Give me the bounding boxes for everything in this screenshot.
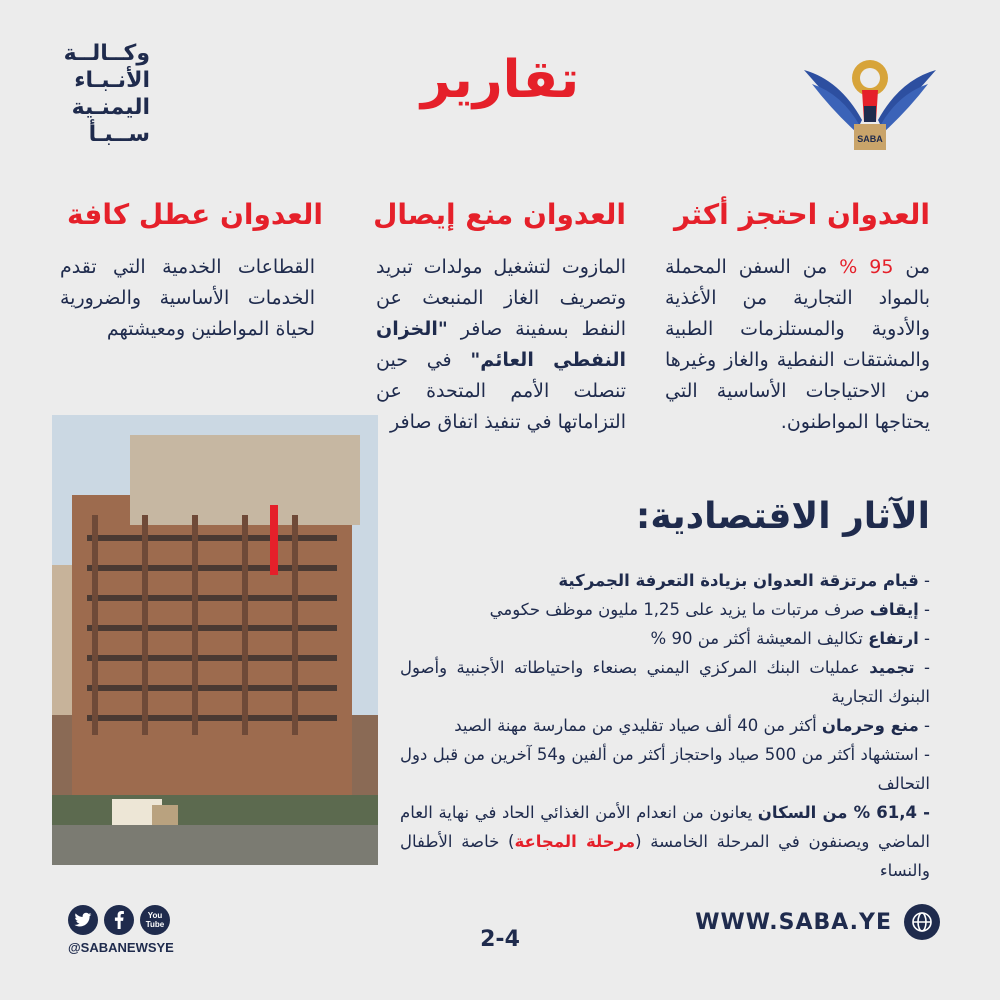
column-body-detained: [665, 252, 930, 438]
item-text: تكاليف المعيشة أكثر من 90 %: [650, 629, 869, 648]
effects-list: [400, 566, 930, 885]
website-url[interactable]: WWW.SABA.YE: [695, 909, 892, 935]
list-item: - تجميد عمليات البنك المركزي اليمني بصنعاء واحتياطاته الأجنبية وأصول البنوك التجارية: [400, 658, 930, 706]
item-text: عمليات البنك المركزي اليمني بصنعاء واحتياطاته الأجنبية وأصول البنوك التجارية: [400, 658, 930, 706]
item-bold: تجميد: [869, 658, 915, 677]
famine-stage-highlight: مرحلة المجاعة: [514, 832, 636, 851]
list-item: - إيقاف صرف مرتبات ما يزيد على 1,25 مليون موظف حكومي: [489, 600, 930, 619]
central-bank-building-photo: [52, 415, 378, 865]
agency-name: [40, 40, 150, 148]
column-body-prevented: [376, 252, 626, 438]
body-text: من: [905, 256, 931, 278]
item-bold: 61,4 % من السكان: [757, 803, 918, 822]
item-text: ) خاصة الأطفال والنساء: [400, 832, 930, 880]
list-item: - 61,4 % من السكان يعانون من انعدام الأمن الغذائي الحاد في نهاية العام الماضي ويصنفون في المرحلة الخامسة (مرحلة المجاعة) خاصة الأطفال والنساء: [400, 803, 930, 880]
item-bold: إيقاف: [869, 600, 919, 619]
logo-text: SABA: [857, 134, 883, 144]
list-item: - ارتفاع تكاليف المعيشة أكثر من 90 %: [650, 629, 930, 648]
item-text: أكثر من 40 ألف صياد تقليدي من ممارسة مهنة الصيد: [454, 716, 822, 735]
column-heading-prevented: العدوان منع إيصال: [373, 198, 626, 231]
youtube-label: You: [147, 911, 163, 920]
twitter-icon[interactable]: [68, 905, 98, 935]
agency-line: الأنـبـاء: [74, 68, 150, 93]
item-text: صرف مرتبات ما يزيد على 1,25 مليون موظف حكومي: [489, 600, 870, 619]
youtube-icon[interactable]: [140, 905, 170, 935]
item-bold: ارتفاع: [868, 629, 919, 648]
effects-title: الآثار الاقتصادية:: [635, 496, 930, 537]
list-item: - استشهاد أكثر من 500 صياد واحتجاز أكثر من ألفين و54 آخرين من قبل دول التحالف: [400, 745, 930, 793]
item-text: يعانون من انعدام الأمن الغذائي الحاد في نهاية العام الماضي ويصنفون في المرحلة الخامسة (: [400, 803, 930, 851]
agency-line: اليمنـية: [71, 95, 150, 120]
tanker-name: "الخزان النفطي العائم": [376, 318, 626, 371]
social-handle[interactable]: @SABANEWSYE: [68, 940, 174, 955]
item-text: استشهاد أكثر من 500 صياد واحتجاز أكثر من ألفين و54 آخرين من قبل دول التحالف: [400, 745, 930, 793]
body-text: المازوت لتشغيل مولدات تبريد وتصريف الغاز المنبعث عن النفط بسفينة صافر: [376, 256, 626, 340]
percentage-highlight: 95 %: [839, 256, 894, 278]
facebook-icon[interactable]: [104, 905, 134, 935]
list-item: - قيام مرتزقة العدوان بزيادة التعرفة الجمركية: [558, 571, 930, 590]
agency-line: ســبـأ: [88, 122, 150, 147]
page-number: 2-4: [480, 927, 520, 952]
item-bold: قيام مرتزقة العدوان بزيادة التعرفة الجمركية: [558, 571, 919, 590]
column-heading-detained: العدوان احتجز أكثر: [673, 198, 930, 231]
item-bold: منع وحرمان: [821, 716, 919, 735]
body-text: من السفن المحملة بالمواد التجارية من الأغذية والأدوية والمستلزمات الطبية والمشتقات النفطية والغاز وغيرها من الاحتياجات الأساسية التي يحتاجها المواطنون.: [665, 256, 930, 433]
body-text: في حين تنصلت الأمم المتحدة عن التزاماتها في تنفيذ اتفاق صافر: [376, 349, 626, 433]
youtube-label: Tube: [145, 920, 165, 929]
list-item: - منع وحرمان أكثر من 40 ألف صياد تقليدي من ممارسة مهنة الصيد: [454, 716, 930, 735]
agency-line: وكــالــة: [63, 41, 150, 66]
column-heading-disrupted: العدوان عطل كافة: [67, 198, 323, 231]
column-body-disrupted: القطاعات الخدمية التي تقدم الخدمات الأساسية والضرورية لحياة المواطنين ومعيشتهم: [60, 256, 315, 340]
page-title: تقارير: [420, 50, 580, 110]
saba-logo: [800, 50, 940, 160]
social-icons: [68, 905, 170, 935]
